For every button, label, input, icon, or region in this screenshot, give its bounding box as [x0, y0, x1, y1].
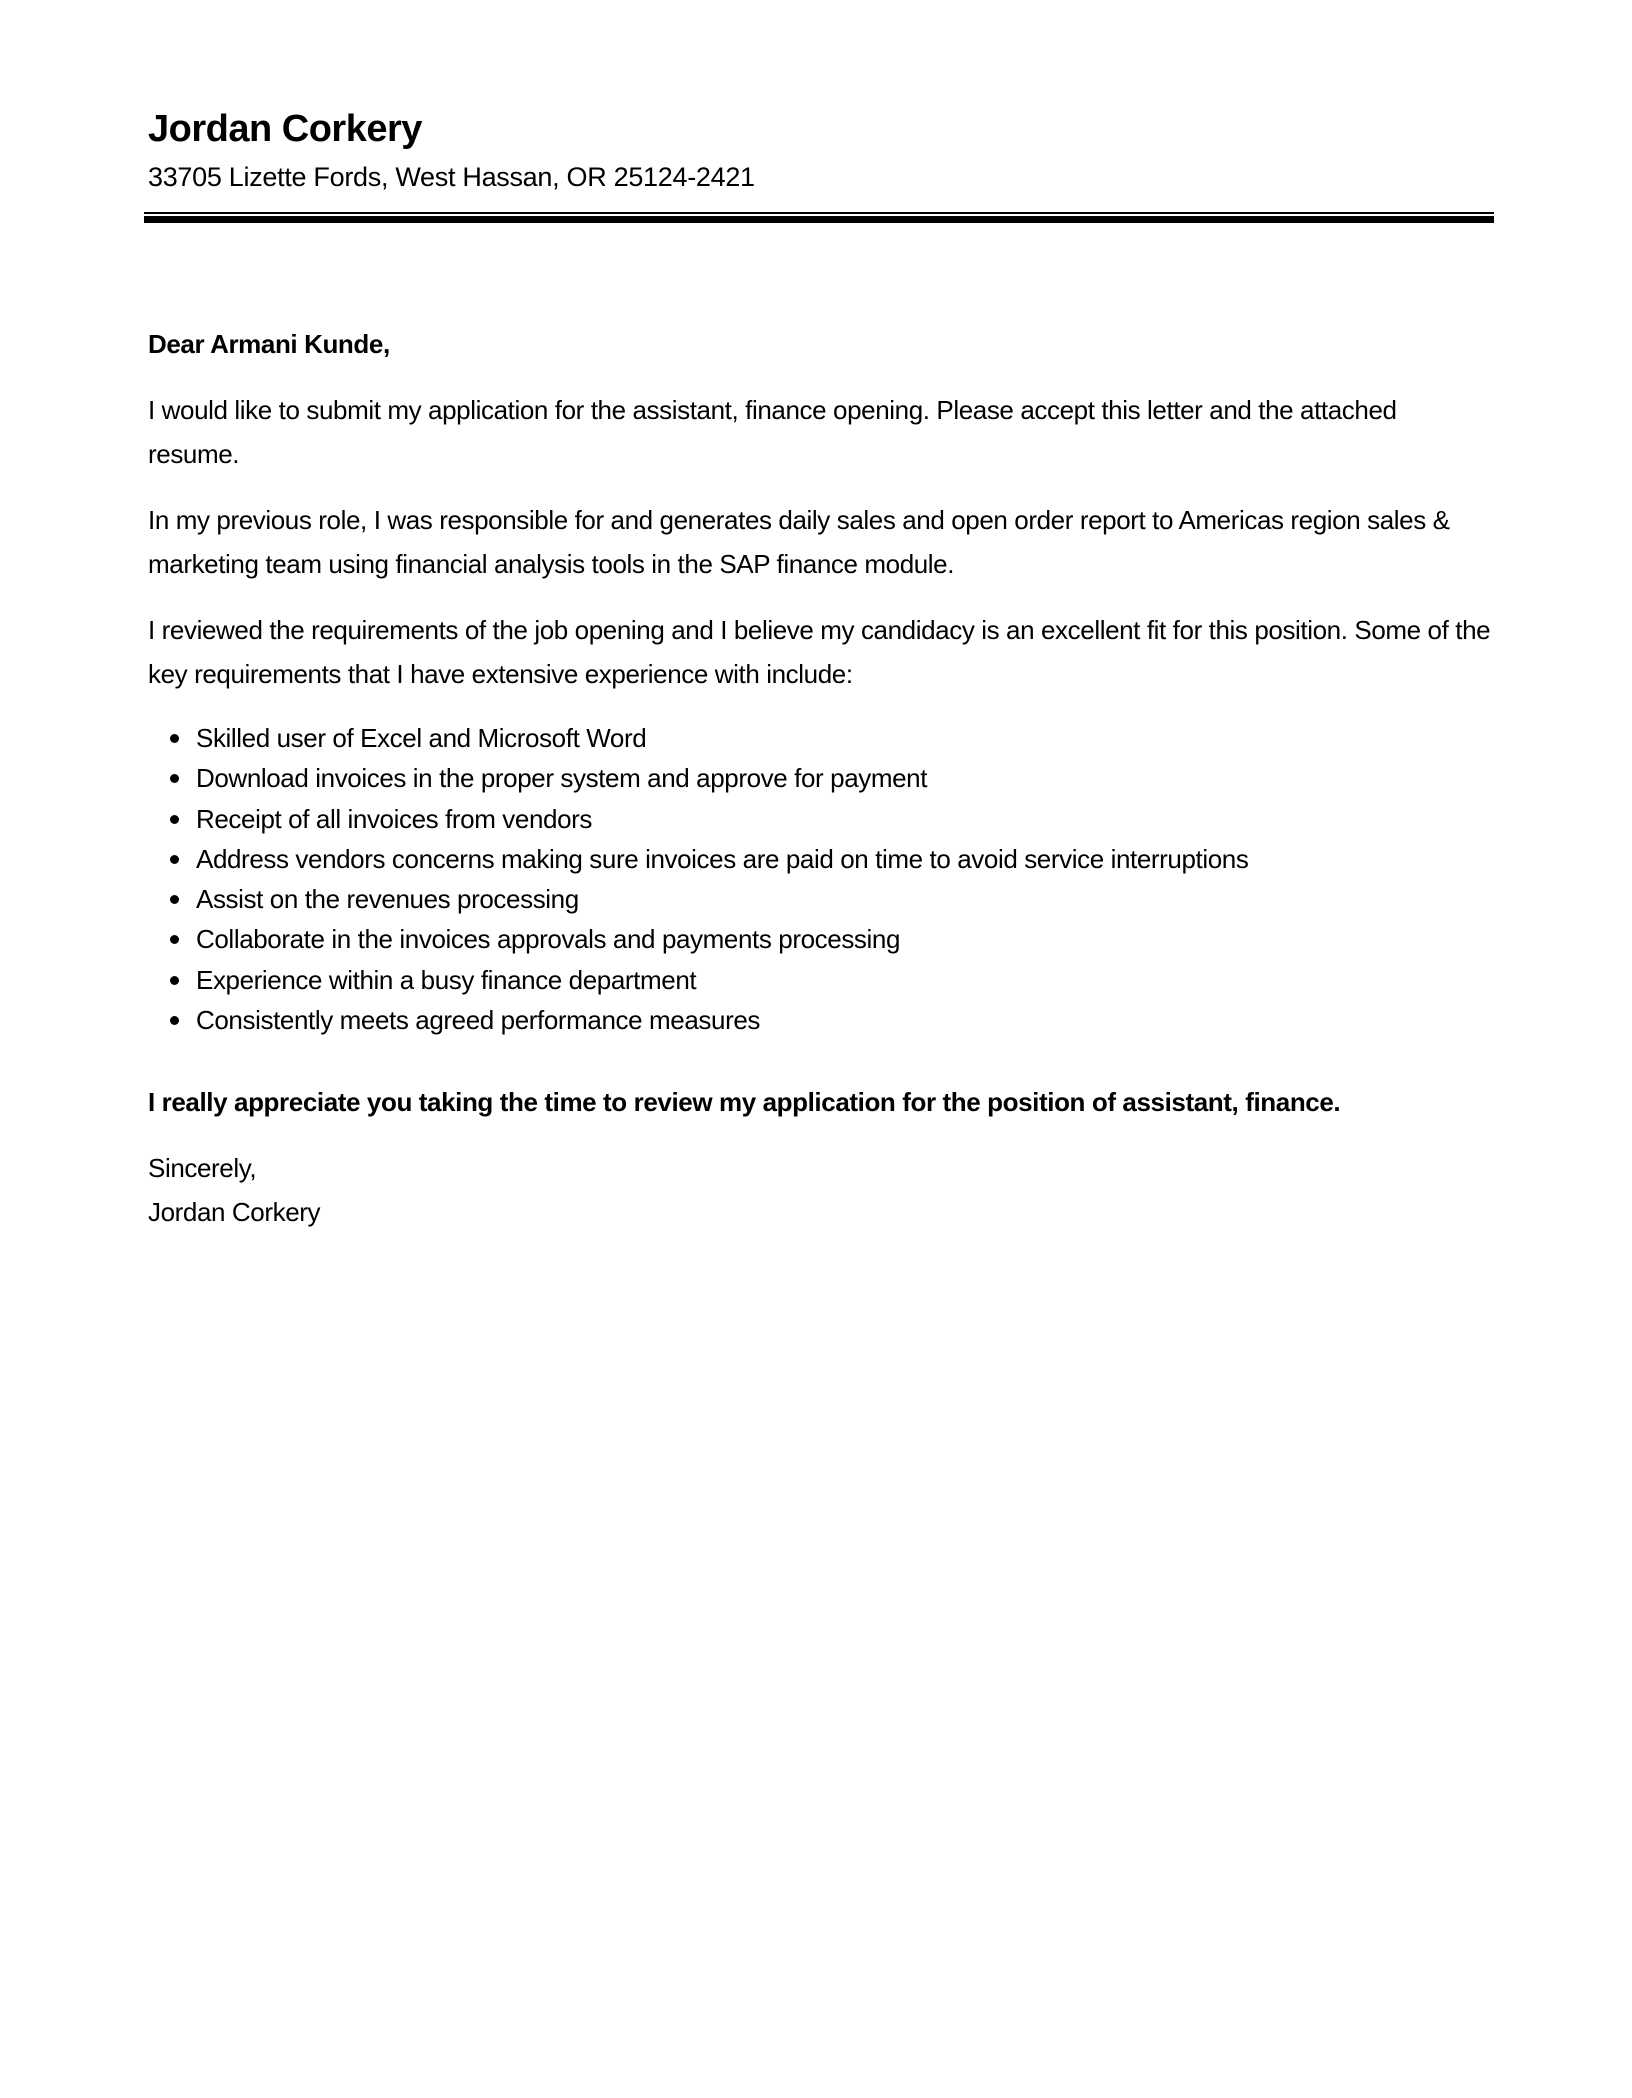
bullet-icon — [170, 734, 179, 743]
applicant-address: 33705 Lizette Fords, West Hassan, OR 25124-2421 — [148, 162, 755, 192]
bullet-icon — [170, 855, 179, 864]
paragraph: I reviewed the requirements of the job opening and I believe my candidacy is an excellent fit for this position. Some of the key requirements that I have extensive experience with include: — [148, 615, 1491, 689]
list-item — [148, 960, 1494, 1000]
paragraph: In my previous role, I was responsible for and generates daily sales and open order report to Americas region sales & marketing team using financial analysis tools in the SAP finance module. — [148, 505, 1450, 579]
signature-block — [148, 1146, 1494, 1234]
list-item-text: Experience within a busy finance department — [196, 964, 697, 995]
bullet-icon — [170, 1016, 179, 1025]
bullet-icon — [170, 895, 179, 904]
letter-body — [148, 322, 1494, 1234]
bullet-icon — [170, 976, 179, 985]
list-item — [148, 1000, 1494, 1040]
list-item — [148, 718, 1494, 758]
list-item-text: Receipt of all invoices from vendors — [196, 803, 593, 834]
paragraph: I would like to submit my application for the assistant, finance opening. Please accept this letter and the attached resume. — [148, 395, 1397, 469]
list-item-text: Skilled user of Excel and Microsoft Word — [196, 723, 647, 753]
closing-statement: I really appreciate you taking the time to review my application for the position of assistant, finance. — [148, 1087, 1341, 1118]
salutation: Dear Armani Kunde, — [148, 329, 390, 359]
requirements-list — [148, 718, 1494, 1040]
list-item — [148, 839, 1494, 879]
applicant-name: Jordan Corkery — [148, 108, 422, 150]
signoff: Sincerely, — [148, 1153, 257, 1184]
bullet-icon — [170, 935, 179, 944]
list-item-text: Collaborate in the invoices approvals and payments processing — [196, 924, 901, 955]
list-item — [148, 919, 1494, 959]
list-item — [148, 758, 1494, 798]
bullet-icon — [170, 815, 179, 824]
list-item-text: Address vendors concerns making sure invoices are paid on time to avoid service interruptions — [196, 843, 1249, 874]
bullet-icon — [170, 774, 179, 783]
list-item-text: Assist on the revenues processing — [196, 884, 579, 915]
header-divider — [144, 212, 1494, 223]
list-item — [148, 799, 1494, 839]
list-item-text: Consistently meets agreed performance measures — [196, 1005, 760, 1036]
signature-name: Jordan Corkery — [148, 1197, 321, 1228]
list-item — [148, 879, 1494, 919]
list-item-text: Download invoices in the proper system and approve for payment — [196, 763, 928, 794]
